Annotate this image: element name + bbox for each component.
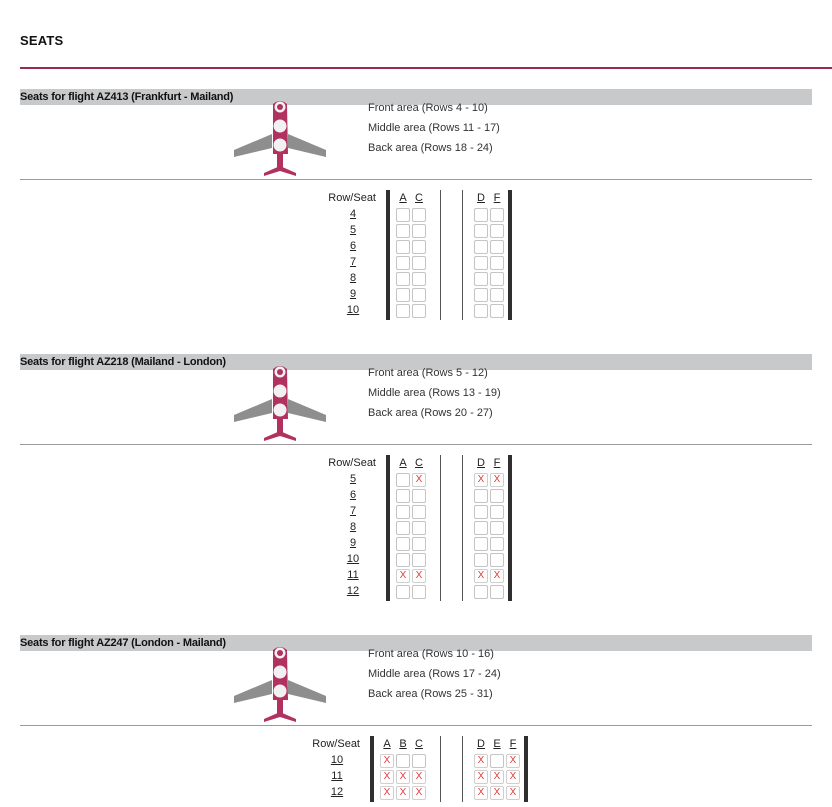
seat-checkbox[interactable]: X: [412, 569, 426, 583]
seat-checkbox[interactable]: [396, 240, 410, 254]
seat-checkbox[interactable]: [396, 272, 410, 286]
seat-checkbox[interactable]: [474, 553, 488, 567]
row-number[interactable]: 6: [349, 489, 357, 501]
seat-checkbox[interactable]: X: [490, 770, 504, 784]
seat-checkbox[interactable]: [474, 288, 488, 302]
seat-checkbox[interactable]: [490, 489, 504, 503]
seat-checkbox[interactable]: [412, 537, 426, 551]
airplane-icon: [232, 365, 328, 441]
title-divider: [20, 67, 832, 69]
seat-checkbox[interactable]: [474, 537, 488, 551]
seat-checkbox[interactable]: [412, 288, 426, 302]
seat-checkbox[interactable]: X: [506, 754, 520, 768]
seat-checkbox[interactable]: [474, 505, 488, 519]
seat-checkbox[interactable]: [474, 521, 488, 535]
seat-checkbox[interactable]: [474, 585, 488, 599]
seat-checkbox[interactable]: X: [380, 786, 394, 800]
area-label: Back area (Rows 25 - 31): [368, 688, 493, 700]
row-seat-header: Row/Seat: [328, 457, 376, 469]
airplane-icon: [232, 646, 328, 722]
row-number[interactable]: 5: [349, 473, 357, 485]
seat-checkbox[interactable]: X: [396, 786, 410, 800]
seat-checkbox[interactable]: X: [380, 754, 394, 768]
seat-checkbox[interactable]: [490, 304, 504, 318]
seat-column-label: C: [415, 457, 423, 469]
seat-column-label: A: [383, 738, 391, 750]
area-list: [368, 363, 501, 423]
seat-checkbox[interactable]: X: [474, 473, 488, 487]
seat-checkbox[interactable]: X: [474, 770, 488, 784]
airplane-icon: [232, 100, 328, 176]
area-list: [368, 644, 501, 704]
seat-checkbox[interactable]: [490, 754, 504, 768]
seat-checkbox[interactable]: X: [396, 770, 410, 784]
seat-checkbox[interactable]: [412, 304, 426, 318]
aisle-divider: [440, 190, 441, 320]
seat-checkbox[interactable]: [490, 208, 504, 222]
seat-column-label: F: [493, 457, 501, 469]
seat-checkbox[interactable]: [490, 537, 504, 551]
row-seat-header: Row/Seat: [328, 192, 376, 204]
seat-checkbox[interactable]: X: [474, 569, 488, 583]
row-number[interactable]: 9: [349, 288, 357, 300]
seat-checkbox[interactable]: [396, 553, 410, 567]
fuselage-wall-left: [386, 455, 390, 601]
seat-column-label: C: [415, 738, 423, 750]
area-label: Front area (Rows 10 - 16): [368, 648, 494, 660]
seat-checkbox[interactable]: [412, 208, 426, 222]
seat-checkbox[interactable]: [412, 272, 426, 286]
area-label: Back area (Rows 20 - 27): [368, 407, 493, 419]
row-number[interactable]: 12: [346, 585, 360, 597]
aisle-divider: [462, 190, 463, 320]
seat-checkbox[interactable]: X: [490, 786, 504, 800]
seat-checkbox[interactable]: [474, 489, 488, 503]
seat-column-label: E: [493, 738, 501, 750]
row-number[interactable]: 8: [349, 272, 357, 284]
seat-map: [20, 737, 812, 803]
seat-checkbox[interactable]: [490, 224, 504, 238]
seat-column-label: D: [477, 738, 485, 750]
page-title: SEATS: [20, 33, 64, 48]
seat-checkbox[interactable]: [396, 288, 410, 302]
seat-checkbox[interactable]: [474, 304, 488, 318]
seat-checkbox[interactable]: [412, 224, 426, 238]
seat-column-label: C: [415, 192, 423, 204]
seat-checkbox[interactable]: X: [396, 569, 410, 583]
seat-checkbox[interactable]: [490, 288, 504, 302]
aisle-divider: [462, 736, 463, 802]
fuselage-wall-right: [508, 190, 512, 320]
row-number[interactable]: 7: [349, 505, 357, 517]
seat-checkbox[interactable]: [412, 521, 426, 535]
row-number[interactable]: 9: [349, 537, 357, 549]
seat-checkbox[interactable]: [396, 505, 410, 519]
seat-column-label: D: [477, 192, 485, 204]
flight-section: [20, 89, 812, 316]
aisle-divider: [462, 455, 463, 601]
seat-checkbox[interactable]: X: [474, 786, 488, 800]
section-divider: [20, 179, 812, 180]
seat-checkbox[interactable]: X: [412, 473, 426, 487]
row-number[interactable]: 10: [346, 304, 360, 316]
row-number[interactable]: 7: [349, 256, 357, 268]
seat-column-label: D: [477, 457, 485, 469]
fuselage-wall-left: [386, 190, 390, 320]
seat-checkbox[interactable]: [474, 240, 488, 254]
seat-checkbox[interactable]: [490, 521, 504, 535]
row-seat-header: Row/Seat: [312, 738, 360, 750]
seat-checkbox[interactable]: [412, 505, 426, 519]
area-list: [368, 98, 500, 158]
seat-checkbox[interactable]: [474, 256, 488, 270]
area-label: Middle area (Rows 17 - 24): [368, 668, 501, 680]
seat-checkbox[interactable]: [412, 553, 426, 567]
seat-checkbox[interactable]: [412, 489, 426, 503]
seat-column-label: F: [493, 192, 501, 204]
section-divider: [20, 444, 812, 445]
seat-checkbox[interactable]: [474, 208, 488, 222]
seat-checkbox[interactable]: [412, 754, 426, 768]
seat-column-label: A: [399, 192, 407, 204]
seat-checkbox[interactable]: [490, 505, 504, 519]
seat-checkbox[interactable]: [396, 537, 410, 551]
seat-checkbox[interactable]: [412, 256, 426, 270]
seat-checkbox[interactable]: [396, 304, 410, 318]
seat-checkbox[interactable]: [490, 256, 504, 270]
fuselage-wall-right: [524, 736, 528, 802]
row-number[interactable]: 10: [346, 553, 360, 565]
aisle-divider: [440, 736, 441, 802]
seat-checkbox[interactable]: [396, 585, 410, 599]
seat-checkbox[interactable]: X: [412, 770, 426, 784]
fuselage-wall-right: [508, 455, 512, 601]
seat-checkbox[interactable]: [412, 585, 426, 599]
seat-checkbox[interactable]: X: [506, 770, 520, 784]
seat-checkbox[interactable]: [490, 553, 504, 567]
area-label: Back area (Rows 18 - 24): [368, 142, 493, 154]
seat-checkbox[interactable]: [396, 521, 410, 535]
seat-checkbox[interactable]: [396, 256, 410, 270]
row-number[interactable]: 6: [349, 240, 357, 252]
seat-checkbox[interactable]: X: [474, 754, 488, 768]
flight-header: Seats for flight AZ413 (Frankfurt - Mailand): [20, 89, 812, 105]
seat-column-label: B: [399, 738, 407, 750]
aisle-divider: [440, 455, 441, 601]
area-label: Middle area (Rows 11 - 17): [368, 122, 500, 134]
seat-map: [20, 456, 812, 602]
seat-checkbox[interactable]: X: [412, 786, 426, 800]
seat-column-label: A: [399, 457, 407, 469]
area-label: Middle area (Rows 13 - 19): [368, 387, 501, 399]
row-number[interactable]: 5: [349, 224, 357, 236]
flight-header: Seats for flight AZ247 (London - Mailand): [20, 635, 812, 651]
row-number[interactable]: 4: [349, 208, 357, 220]
flight-section: [20, 635, 812, 798]
seat-checkbox[interactable]: [490, 240, 504, 254]
row-number[interactable]: 12: [330, 786, 344, 798]
seat-checkbox[interactable]: X: [506, 786, 520, 800]
seat-map: [20, 191, 812, 321]
row-number[interactable]: 10: [330, 754, 344, 766]
seat-checkbox[interactable]: [396, 754, 410, 768]
seat-checkbox[interactable]: X: [380, 770, 394, 784]
section-divider: [20, 725, 812, 726]
seat-checkbox[interactable]: X: [490, 473, 504, 487]
seat-column-label: F: [509, 738, 517, 750]
row-number[interactable]: 11: [347, 569, 359, 581]
row-number[interactable]: 11: [331, 770, 343, 782]
flight-header: Seats for flight AZ218 (Mailand - London): [20, 354, 812, 370]
seat-checkbox[interactable]: [474, 224, 488, 238]
area-label: Front area (Rows 4 - 10): [368, 102, 488, 114]
seat-checkbox[interactable]: [490, 585, 504, 599]
seat-checkbox[interactable]: X: [490, 569, 504, 583]
fuselage-wall-left: [370, 736, 374, 802]
seat-checkbox[interactable]: [396, 208, 410, 222]
flight-section: [20, 354, 812, 597]
row-number[interactable]: 8: [349, 521, 357, 533]
seat-checkbox[interactable]: [396, 224, 410, 238]
seat-checkbox[interactable]: [412, 240, 426, 254]
seat-checkbox[interactable]: [474, 272, 488, 286]
area-label: Front area (Rows 5 - 12): [368, 367, 488, 379]
seat-checkbox[interactable]: [396, 489, 410, 503]
seat-checkbox[interactable]: [490, 272, 504, 286]
seat-checkbox[interactable]: [396, 473, 410, 487]
